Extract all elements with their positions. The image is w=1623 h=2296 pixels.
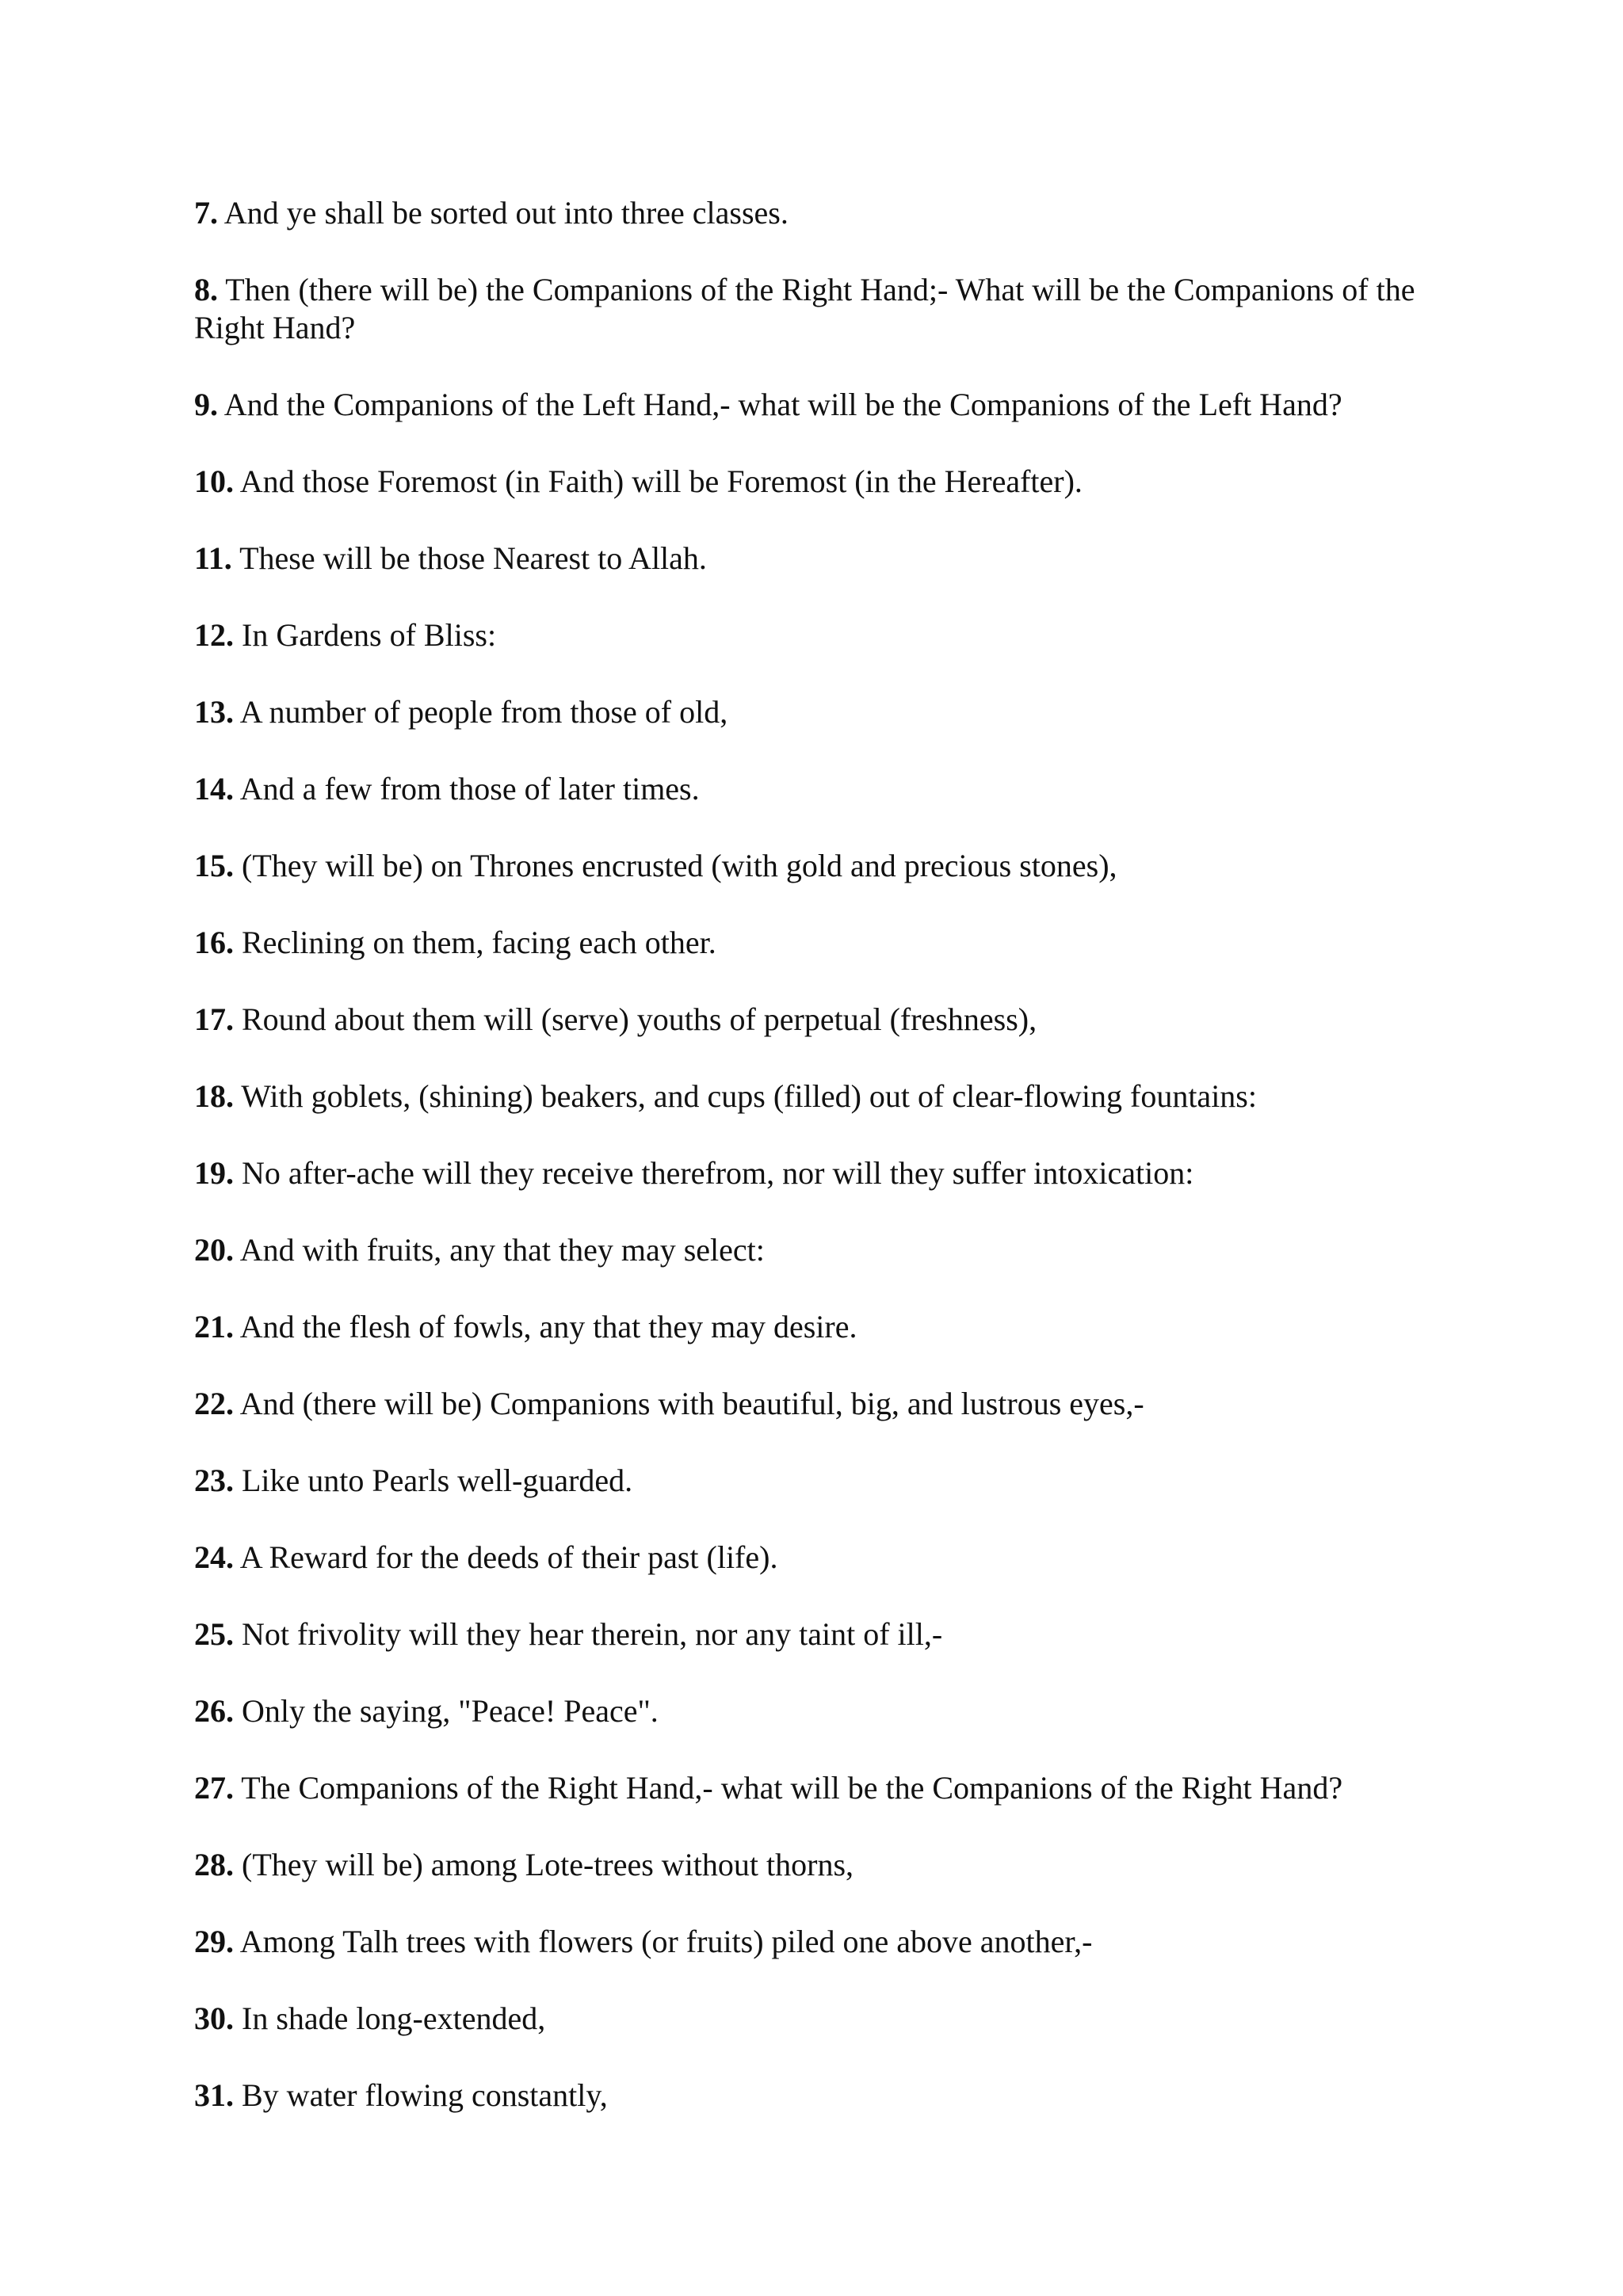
verse-item (194, 1001, 1446, 1039)
verse-item (194, 1692, 1446, 1730)
verse-item (194, 194, 1446, 232)
verse-number: 8. (194, 272, 218, 307)
verse-number: 23. (194, 1463, 234, 1498)
verse-number: 10. (194, 463, 234, 499)
verse-number: 18. (194, 1078, 234, 1114)
verse-item (194, 1539, 1446, 1577)
verse-number: 9. (194, 387, 218, 422)
verse-number: 27. (194, 1770, 234, 1806)
verse-item (194, 463, 1446, 501)
verse-text: (They will be) on Thrones encrusted (with gold and precious stones), (242, 848, 1117, 883)
verse-item (194, 1923, 1446, 1961)
verse-text: A Reward for the deeds of their past (life). (239, 1539, 778, 1575)
verse-item (194, 2000, 1446, 2038)
verse-text: Not frivolity will they hear therein, nor any taint of ill,- (242, 1616, 943, 1652)
verse-text: And ye shall be sorted out into three classes. (223, 195, 789, 231)
verse-number: 21. (194, 1309, 234, 1344)
verse-number: 22. (194, 1386, 234, 1421)
verse-item (194, 693, 1446, 731)
verse-item (194, 1385, 1446, 1423)
verse-text: Like unto Pearls well-guarded. (242, 1463, 633, 1498)
verse-number: 12. (194, 617, 234, 653)
verse-item (194, 2077, 1446, 2115)
verse-item (194, 770, 1446, 808)
verse-number: 7. (194, 195, 218, 231)
verse-item (194, 1231, 1446, 1269)
verse-text: And those Foremost (in Faith) will be Foremost (in the Hereafter). (239, 463, 1083, 499)
verse-item (194, 1769, 1446, 1807)
verse-list (194, 194, 1446, 2153)
verse-number: 30. (194, 2000, 234, 2036)
verse-number: 13. (194, 694, 234, 730)
verse-item (194, 1462, 1446, 1500)
verse-item (194, 540, 1446, 578)
verse-text: No after-ache will they receive therefrom, nor will they suffer intoxication: (242, 1155, 1194, 1191)
verse-number: 26. (194, 1693, 234, 1729)
verse-item (194, 386, 1446, 424)
verse-item (194, 1077, 1446, 1116)
verse-number: 16. (194, 925, 234, 960)
verse-text: Reclining on them, facing each other. (242, 925, 716, 960)
verse-text: With goblets, (shining) beakers, and cups (filled) out of clear-flowing fountains: (241, 1078, 1257, 1114)
verse-text: The Companions of the Right Hand,- what will be the Companions of the Right Hand? (241, 1770, 1343, 1806)
verse-text: Then (there will be) the Companions of the Right Hand;- What will be the Companions of the Right Hand? (194, 272, 1415, 345)
verse-item (194, 616, 1446, 654)
verse-text: Only the saying, "Peace! Peace". (242, 1693, 659, 1729)
verse-number: 31. (194, 2077, 234, 2113)
verse-number: 20. (194, 1232, 234, 1268)
verse-number: 11. (194, 540, 232, 576)
verse-number: 14. (194, 771, 234, 807)
verse-text: By water flowing constantly, (242, 2077, 608, 2113)
verse-text: And the Companions of the Left Hand,- what will be the Companions of the Left Hand? (223, 387, 1342, 422)
verse-text: And the flesh of fowls, any that they may desire. (239, 1309, 857, 1344)
verse-text: A number of people from those of old, (239, 694, 728, 730)
verse-text: And a few from those of later times. (239, 771, 700, 807)
verse-number: 25. (194, 1616, 234, 1652)
verse-number: 24. (194, 1539, 234, 1575)
verse-number: 29. (194, 1924, 234, 1959)
verse-text: And (there will be) Companions with beautiful, big, and lustrous eyes,- (239, 1386, 1144, 1421)
verse-text: These will be those Nearest to Allah. (239, 540, 707, 576)
verse-item (194, 1615, 1446, 1653)
verse-text: Among Talh trees with flowers (or fruits) piled one above another,- (239, 1924, 1093, 1959)
verse-text: In shade long-extended, (242, 2000, 546, 2036)
verse-item (194, 1846, 1446, 1884)
verse-item (194, 847, 1446, 885)
verse-item (194, 271, 1446, 347)
verse-number: 28. (194, 1847, 234, 1882)
verse-item (194, 1154, 1446, 1192)
verse-text: (They will be) among Lote-trees without thorns, (242, 1847, 854, 1882)
verse-text: And with fruits, any that they may select: (239, 1232, 765, 1268)
verse-text: Round about them will (serve) youths of perpetual (freshness), (242, 1001, 1037, 1037)
verse-item (194, 924, 1446, 962)
verse-number: 15. (194, 848, 234, 883)
verse-item (194, 1308, 1446, 1346)
verse-number: 19. (194, 1155, 234, 1191)
verse-number: 17. (194, 1001, 234, 1037)
verse-text: In Gardens of Bliss: (242, 617, 497, 653)
